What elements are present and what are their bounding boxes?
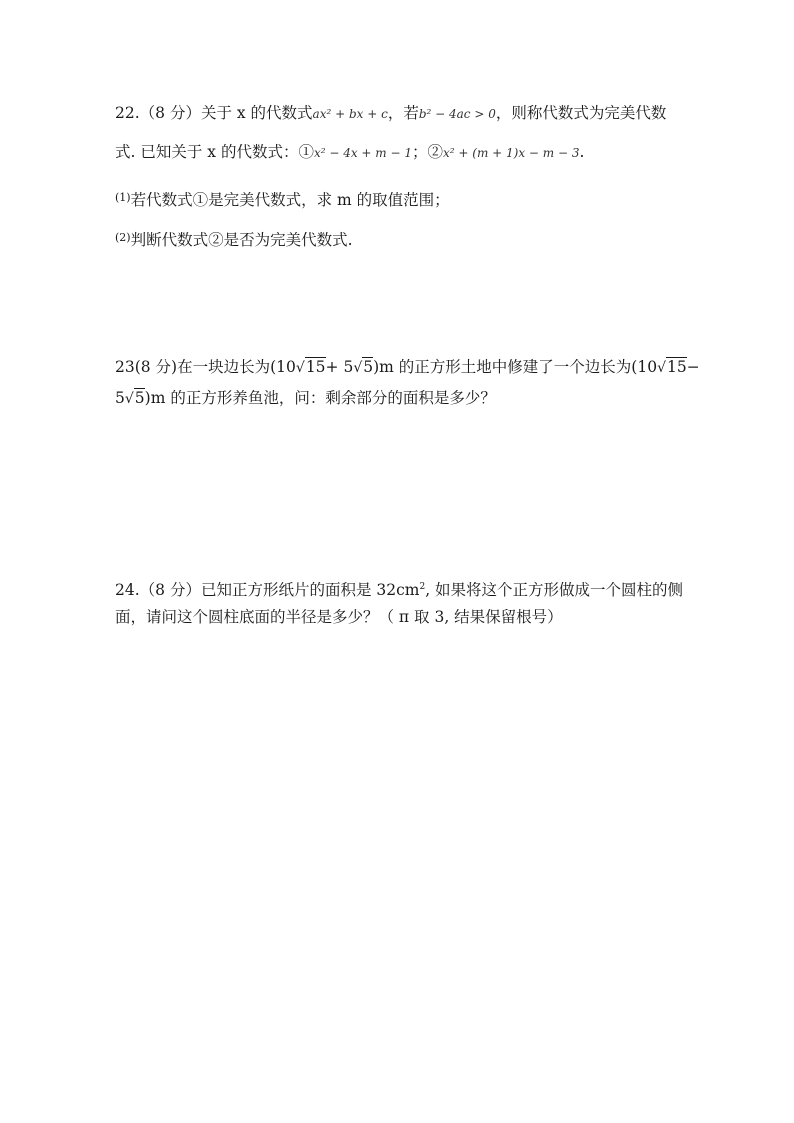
q22-part1-marker: (1) <box>115 191 131 204</box>
q23-line2-text: )m 的正方形养鱼池，问：剩余部分的面积是多少？ <box>144 389 496 407</box>
q23-minus: − <box>686 358 700 376</box>
q22-part-2 <box>115 227 353 251</box>
q24-prefix: 24.（8 分）已知正方形纸片的面积是 32cm <box>115 581 420 599</box>
q24-line2-text: 面，请问这个圆柱底面的半径是多少？（ π 取 3, 结果保留根号） <box>115 608 563 626</box>
q23-plus: + 5 <box>325 358 354 376</box>
q22-expression-2: x² + (m + 1)x − m − 3 <box>443 146 580 160</box>
q22-mid: ，若 <box>387 104 419 122</box>
q22-expression: ax² + bx + c <box>312 107 388 121</box>
q23-line-1 <box>115 356 700 379</box>
q23-line-2 <box>115 387 496 410</box>
sqrt-5-a: √5 <box>353 358 374 376</box>
q24-suffix: , 如果将这个正方形做成一个圆柱的侧 <box>425 581 684 599</box>
q22-suffix: ，则称代数式为完美代数 <box>495 104 667 122</box>
q22-line2-prefix: 式. 已知关于 x 的代数式：① <box>115 143 314 161</box>
q23-line2-prefix: 5 <box>115 389 125 407</box>
q22-part1-text: 若代数式①是完美代数式，求 m 的取值范围； <box>130 191 450 209</box>
radical-sign-icon: √ <box>353 360 363 376</box>
q22-condition: b² − 4ac > 0 <box>418 107 496 121</box>
q22-line-1 <box>115 102 666 125</box>
sqrt-15-a: √15 <box>295 358 326 376</box>
q24-line-2 <box>115 606 563 628</box>
q24-exponent: 2 <box>419 582 426 592</box>
radical-sign-icon: √ <box>124 391 134 407</box>
q22-part-1 <box>115 187 450 211</box>
q22-part2-text: 判断代数式②是否为完美代数式. <box>130 231 353 249</box>
q23-prefix: 23(8 分)在一块边长为(10 <box>115 358 296 376</box>
q24-line-1 <box>115 576 683 601</box>
q22-line2-suffix: . <box>579 143 585 161</box>
sqrt-15-b: √15 <box>657 358 687 376</box>
q22-separator: ；② <box>412 143 444 161</box>
sqrt-5-b: √5 <box>124 389 145 407</box>
q22-part2-marker: (2) <box>115 231 131 244</box>
q22-prefix: 22.（8 分）关于 x 的代数式 <box>115 104 313 122</box>
q22-line-2 <box>115 141 584 164</box>
q22-expression-1: x² − 4x + m − 1 <box>313 146 412 160</box>
radical-sign-icon: √ <box>295 360 305 376</box>
q23-mid: )m 的正方形土地中修建了一个边长为(10 <box>373 358 658 376</box>
radical-sign-icon: √ <box>657 360 666 376</box>
